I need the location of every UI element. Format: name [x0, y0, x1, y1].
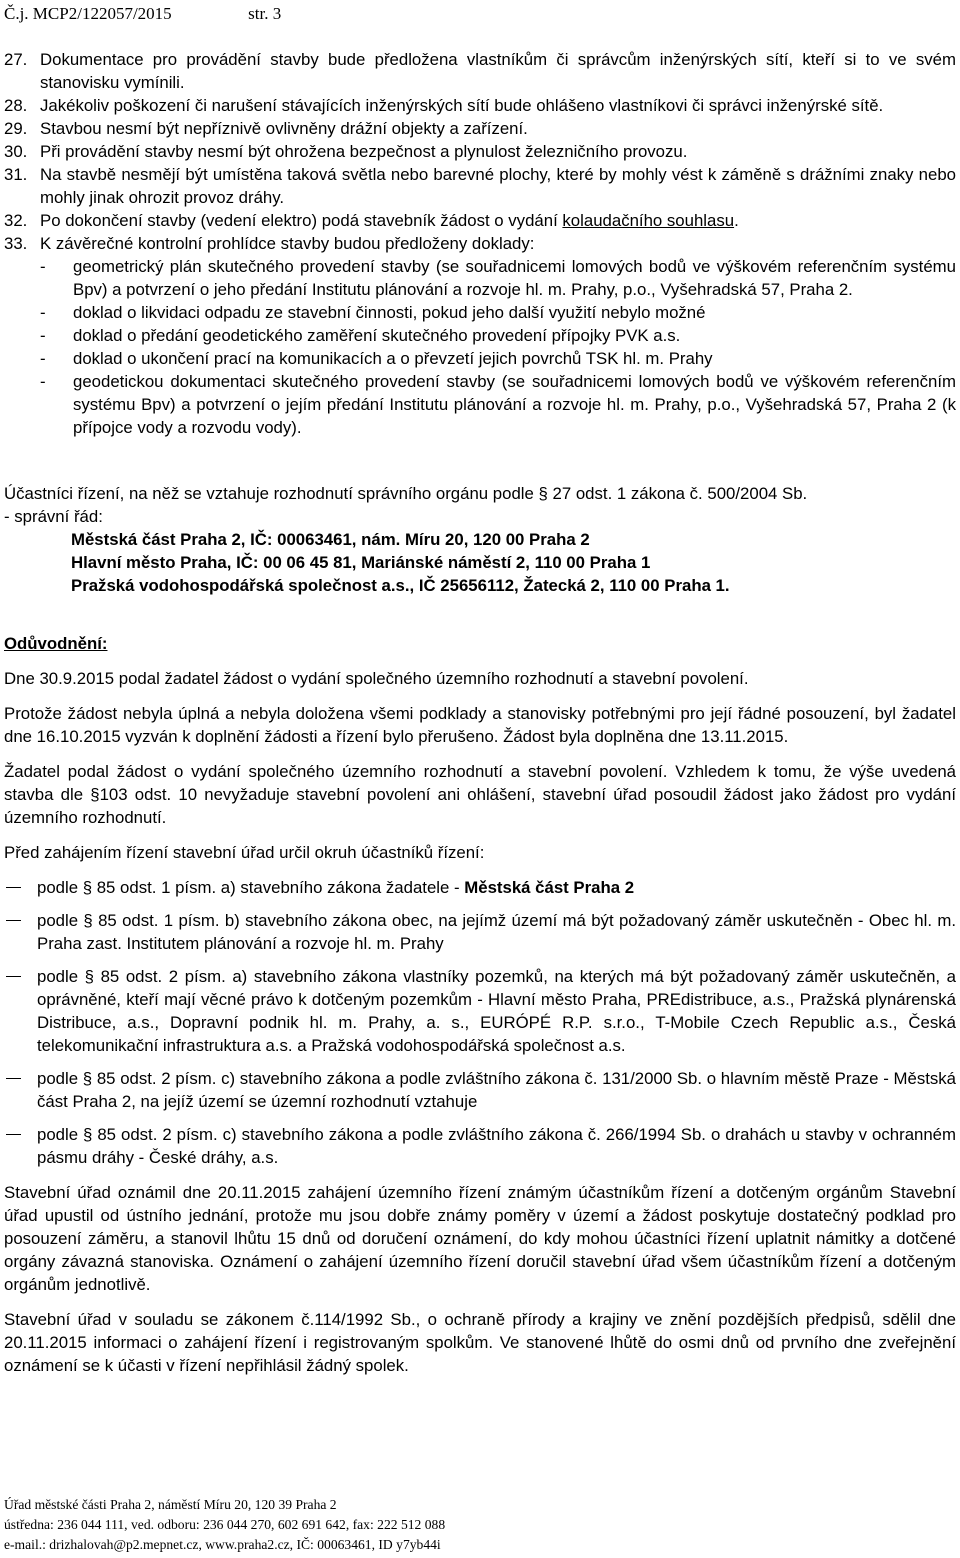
justification-section: [4, 632, 956, 1377]
condition-item: [4, 117, 956, 140]
condition-number: 27.: [4, 50, 28, 69]
documents-list: [40, 255, 956, 439]
participant-item: Pražská vodohospodářská společnost a.s., IČ 25656112, Žatecká 2, 110 00 Praha 1.: [71, 576, 730, 595]
dash-marker: [4, 876, 37, 899]
list-item-text: doklad o ukončení prací na komunikacích a o převzetí jejich povrchů TSK hl. m. Prahy: [73, 349, 713, 368]
dash-marker: [4, 965, 37, 1057]
participant-bullet: [4, 965, 956, 1057]
condition-item: [4, 209, 956, 232]
dash-marker: -: [40, 303, 46, 322]
dash-marker: [4, 1123, 37, 1169]
participant-bullet: [4, 1067, 956, 1113]
condition-number: 33.: [4, 234, 28, 253]
participant-bullet: [4, 1123, 956, 1169]
paragraph: Před zahájením řízení stavební úřad určil okruh účastníků řízení:: [4, 843, 485, 862]
list-item: [40, 301, 956, 324]
participants-intro: Účastníci řízení, na něž se vztahuje rozhodnutí správního orgánu podle § 27 odst. 1 zákona č. 500/2004 Sb.: [4, 484, 808, 503]
participants-intro-2: - správní řád:: [4, 507, 103, 526]
condition-text-part: Po dokončení stavby (vedení elektro) podá stavebník žádost o vydání: [40, 211, 563, 230]
dash-marker: [4, 909, 37, 955]
condition-text: Na stavbě nesmějí být umístěna taková světla nebo barevné plochy, které by mohly vést k záměně s drážními znaky nebo mohly jinak ohrozit provoz dráhy.: [40, 165, 956, 207]
list-item-text: doklad o předání geodetického zaměření skutečného provedení přípojky PVK a.s.: [73, 326, 681, 345]
condition-number: 32.: [4, 211, 28, 230]
condition-text: Stavbou nesmí být nepříznivě ovlivněny drážní objekty a zařízení.: [40, 119, 528, 138]
footer-phones: ústředna: 236 044 111, ved. odboru: 236 044 270, 602 691 642, fax: 222 512 088: [4, 1517, 446, 1532]
page-footer: [4, 1495, 445, 1555]
condition-text: [40, 209, 956, 232]
dash-marker: -: [40, 372, 46, 391]
bullet-text: [37, 876, 956, 899]
condition-text: Jakékoliv poškození či narušení stávajících inženýrských sítí bude ohlášeno vlastníkovi či správci inženýrské sítě.: [40, 96, 884, 115]
condition-number: 31.: [4, 165, 28, 184]
list-item-text: geometrický plán skutečného provedení stavby (se souřadnicemi lomových bodů ve výškovém referenčním systému Bpv) a potvrzení o jeho předání Institutu plánování a rozvoje hl. m. Prahy, p.o., Vyšehradská 57, Praha 2.: [73, 257, 956, 299]
list-item: [40, 347, 956, 370]
condition-text: Dokumentace pro provádění stavby bude předložena vlastníkům či správcům inženýrských sítí, kteří si to ve svém stanovisku vymínili.: [40, 50, 956, 92]
condition-item: [4, 94, 956, 117]
dash-marker: -: [40, 349, 46, 368]
condition-text: Při provádění stavby nesmí být ohrožena bezpečnost a plynulost železničního provozu.: [40, 142, 688, 161]
dash-marker: [4, 1067, 37, 1113]
condition-text: K závěrečné kontrolní prohlídce stavby budou předloženy doklady:: [40, 234, 535, 253]
list-item: [40, 324, 956, 347]
bullet-text-part: podle § 85 odst. 1 písm. a) stavebního zákona žadatele -: [37, 878, 465, 897]
bullet-text: podle § 85 odst. 1 písm. b) stavebního zákona obec, na jejímž území má být požadovaný záměr uskutečněn - Obec hl. m. Praha zast. Institutem plánování a rozvoje hl. m. Prahy: [37, 911, 956, 953]
participant-item: Městská část Praha 2, IČ: 00063461, nám. Míru 20, 120 00 Praha 2: [71, 530, 590, 549]
document-body: [4, 48, 956, 1377]
bullet-text-bold: Městská část Praha 2: [464, 878, 635, 897]
condition-number: 30.: [4, 142, 28, 161]
page-number: str. 3: [248, 4, 282, 23]
condition-item: [4, 140, 956, 163]
section-title: Odůvodnění:: [4, 634, 108, 653]
paragraph: Protože žádost nebyla úplná a nebyla doložena všemi podklady a stanovisky potřebnými pro její řádné posouzení, byl žadatel dne 16.10.2015 vyzván k doplnění žádosti a řízení bylo přerušeno. Žádost byla doplněna dne 13.11.2015.: [4, 704, 956, 746]
list-item: [40, 255, 956, 301]
paragraph: Stavební úřad v souladu se zákonem č.114/1992 Sb., o ochraně přírody a krajiny ve znění pozdějších předpisů, sdělil dne 20.11.2015 informaci o zahájení řízení i registrovaným spolkům. Ve stanovené lhůtě do osmi dnů od prvního dne zveřejnění oznámení se k účasti v řízení nepřihlásil žádný spolek.: [4, 1310, 956, 1375]
kolaudace-link-text: kolaudačního souhlasu: [562, 211, 735, 230]
participant-item: Hlavní město Praha, IČ: 00 06 45 81, Mariánské náměstí 2, 110 00 Praha 1: [71, 553, 651, 572]
condition-item: [4, 232, 956, 255]
paragraph: Dne 30.9.2015 podal žadatel žádost o vydání společného územního rozhodnutí a stavební povolení.: [4, 669, 749, 688]
participant-bullet: [4, 909, 956, 955]
dash-marker: -: [40, 257, 46, 276]
paragraph: Stavební úřad oznámil dne 20.11.2015 zahájení územního řízení známým účastníkům řízení a dotčeným orgánům Stavební úřad upustil od ústního jednání, protože mu jsou dobře známy poměry v území a žádost poskytuje dostatečný podklad pro posouzení záměru, a stanovil lhůtu 15 dnů od doručení oznámení, do kdy mohou účastníci řízení uplatnit námitky a dotčené orgány závazná stanoviska. Oznámení o zahájení územního řízení doručil stavební úřad všem účastníkům řízení a dotčeným orgánům jednotlivě.: [4, 1183, 956, 1294]
condition-item: [4, 48, 956, 94]
reference-number: Č.j. MCP2/122057/2015: [4, 4, 172, 23]
condition-number: 28.: [4, 96, 28, 115]
footer-contacts: e-mail.: drizhalovah@p2.mepnet.cz, www.praha2.cz, IČ: 00063461, ID y7yb44i: [4, 1537, 441, 1552]
condition-text-end: .: [734, 211, 739, 230]
participants-section: [4, 482, 956, 597]
dash-marker: -: [40, 326, 46, 345]
page-header: [4, 3, 281, 25]
condition-number: 29.: [4, 119, 28, 138]
bullet-text: podle § 85 odst. 2 písm. a) stavebního zákona vlastníky pozemků, na kterých má být požadovaný záměr uskutečněn, a oprávněné, kteří mají věcné právo k dotčeným pozemkům - Hlavní město Praha, PREdistribuce, a.s., Pražská plynárenská Distribuce, a.s., Dopravní podnik hl. m. Prahy, a. s., EURÓPÉ R.P. s.r.o., T-Mobile Czech Republic a.s., Česká telekomunikační infrastruktura a.s. a Pražská vodohospodářská společnost a.s.: [37, 967, 956, 1055]
bullet-text: podle § 85 odst. 2 písm. c) stavebního zákona a podle zvláštního zákona č. 131/2000 Sb. o hlavním městě Praze - Městská část Praha 2, na jejíž území se územní rozhodnutí vztahuje: [37, 1069, 956, 1111]
list-item-text: geodetickou dokumentaci skutečného provedení stavby (se souřadnicemi lomových bodů ve výškovém referenčním systému Bpv) a potvrzení o jejím předání Institutu plánování a rozvoje hl. m. Prahy, p.o., Vyšehradská 57, Praha 2 (k přípojce vody a rozvodu vody).: [73, 372, 956, 437]
bullet-text: podle § 85 odst. 2 písm. c) stavebního zákona a podle zvláštního zákona č. 266/1994 Sb. o drahách u stavby v ochranném pásmu dráhy - České dráhy, a.s.: [37, 1125, 956, 1167]
list-item-text: doklad o likvidaci odpadu ze stavební činnosti, pokud jeho další využití nebylo možné: [73, 303, 706, 322]
participant-bullet: [4, 876, 956, 899]
condition-item: [4, 163, 956, 209]
paragraph: Žadatel podal žádost o vydání společného územního rozhodnutí a stavební povolení. Vzhledem k tomu, že výše uvedená stavba dle §103 odst. 10 nevyžaduje stavební povolení ani ohlášení, stavební úřad posoudil žádost jako žádost pro vydání územního rozhodnutí.: [4, 762, 956, 827]
list-item: [40, 370, 956, 439]
footer-address: Úřad městské části Praha 2, náměstí Míru 20, 120 39 Praha 2: [4, 1497, 337, 1512]
